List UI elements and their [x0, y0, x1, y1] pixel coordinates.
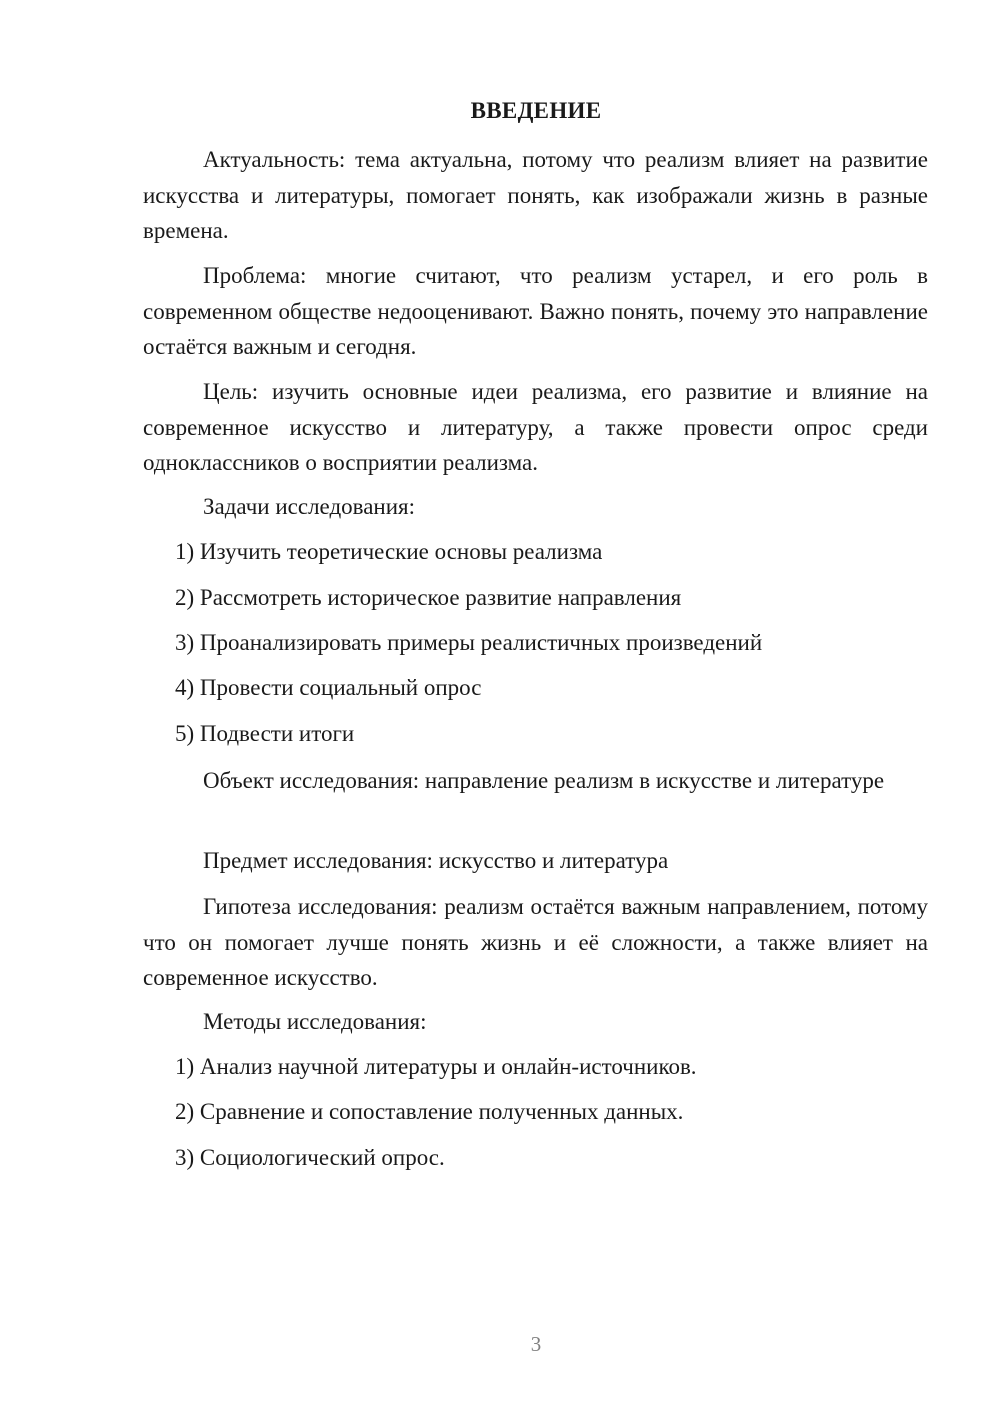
- task-item: 2) Рассмотреть историческое развитие направления: [175, 585, 682, 610]
- task-item: 5) Подвести итоги: [175, 721, 355, 746]
- method-item: 1) Анализ научной литературы и онлайн-источников.: [175, 1054, 697, 1079]
- task-item: 4) Провести социальный опрос: [175, 675, 482, 700]
- page-title: ВВЕДЕНИЕ: [470, 98, 602, 123]
- relevance-paragraph: Актуальность: тема актуальна, потому что реализм влияет на развитие искусства и литературы, помогает понять, как изображали жизнь в разные времена.: [143, 147, 928, 243]
- methods-heading: Методы исследования:: [203, 1009, 427, 1034]
- hypothesis-paragraph: Гипотеза исследования: реализм остаётся важным направлением, потому что он помогает лучше понять жизнь и её сложности, а также влияет на современное искусство.: [143, 894, 928, 990]
- task-item: 1) Изучить теоретические основы реализма: [175, 539, 603, 564]
- problem-paragraph: Проблема: многие считают, что реализм устарел, и его роль в современном обществе недооценивают. Важно понять, почему это направление остаётся важным и сегодня.: [143, 263, 928, 359]
- object-paragraph: Объект исследования: направление реализм в искусстве и литературе: [203, 768, 885, 793]
- task-item: 3) Проанализировать примеры реалистичных произведений: [175, 630, 763, 655]
- method-item: 2) Сравнение и сопоставление полученных данных.: [175, 1099, 684, 1124]
- tasks-heading: Задачи исследования:: [203, 494, 416, 519]
- goal-paragraph: Цель: изучить основные идеи реализма, его развитие и влияние на современное искусство и литературу, а также провести опрос среди одноклассников о восприятии реализма.: [143, 379, 928, 475]
- page-number: 3: [530, 1332, 542, 1356]
- method-item: 3) Социологический опрос.: [175, 1145, 445, 1170]
- subject-line: Предмет исследования: искусство и литература: [203, 848, 669, 873]
